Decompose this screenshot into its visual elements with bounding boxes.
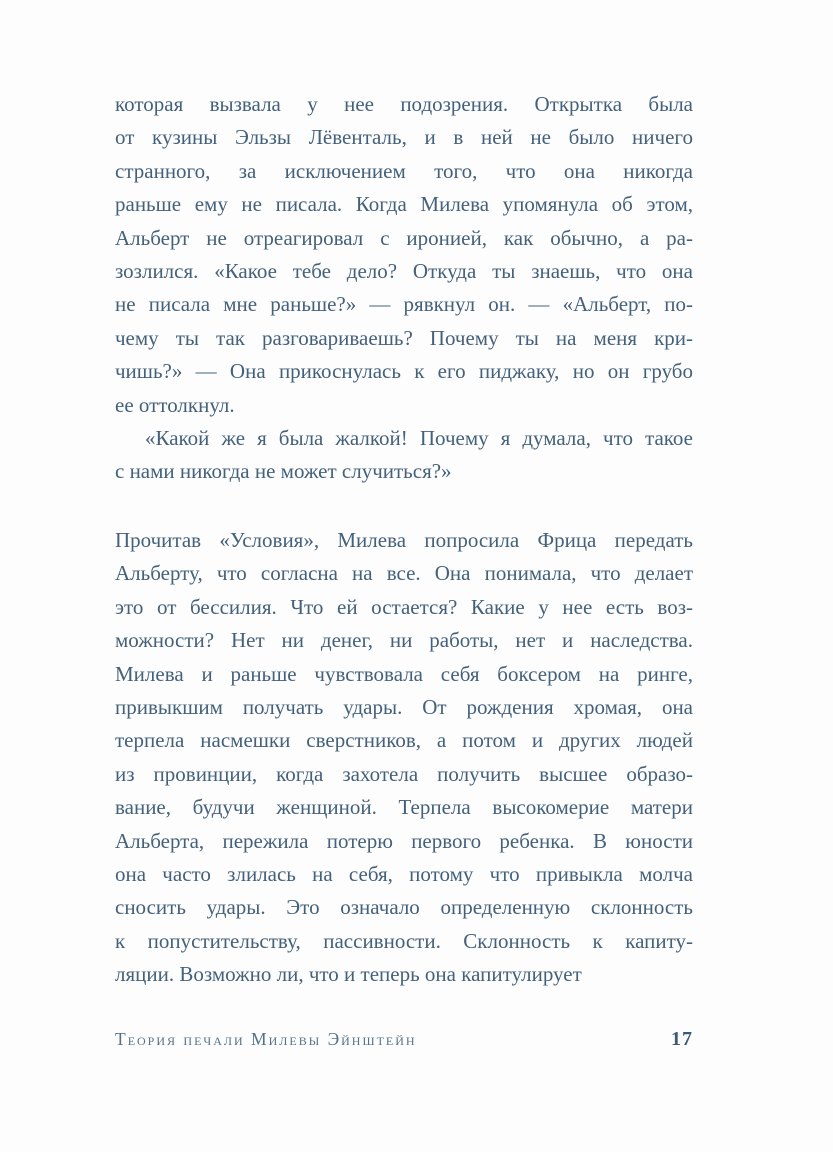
text-line: Альберта, пережила потерю первого ребенка. В юности [115,828,693,853]
page-text [115,88,693,992]
page-number: 17 [671,1028,693,1050]
text-line: Альберт не отреагировал с иронией, как обычно, а ра- [115,225,693,250]
text-line: чему ты так разговариваешь? Почему ты на меня кри- [115,325,693,350]
text-line: из провинции, когда захотела получить высшее образо- [115,761,693,786]
text-line: Альберту, что согласна на все. Она понимала, что делает [115,561,693,586]
text-line: ляции. Возможно ли, что и теперь она капитулирует [115,962,582,987]
text-line: ее оттолкнул. [115,392,235,417]
paragraph [115,422,693,489]
text-line: вание, будучи женщиной. Терпела высокомерие матери [115,795,693,820]
text-line: зозлился. «Какое тебе дело? Откуда ты знаешь, что она [115,259,693,284]
text-line: с нами никогда не может случиться?» [115,459,452,484]
paragraph [115,88,693,422]
text-line: терпела насмешки сверстников, а потом и других людей [115,728,693,753]
text-line: «Какой же я была жалкой! Почему я думала, что такое [145,426,693,451]
text-line: привыкшим получать удары. От рождения хромая, она [115,694,693,719]
text-line: она часто злилась на себя, потому что привыкла молча [115,861,693,886]
text-line: это от бессилия. Что ей остается? Какие у нее есть воз- [115,594,693,619]
text-line: чишь?» — Она прикоснулась к его пиджаку, но он грубо [115,359,693,384]
text-line: Прочитав «Условия», Милева попросила Фрица передать [115,527,693,552]
text-line: не писала мне раньше?» — рявкнул он. — «Альберт, по- [115,292,693,317]
text-line: которая вызвала у нее подозрения. Открытка была [115,92,693,116]
text-line: раньше ему не писала. Когда Милева упомянула об этом, [115,192,693,217]
text-line: можности? Нет ни денег, ни работы, нет и наследства. [115,628,693,653]
text-line: от кузины Эльзы Лёвенталь, и в ней не было ничего [115,125,693,150]
text-line: к попустительству, пассивности. Склонность к капиту- [115,928,693,953]
paragraph [115,524,693,992]
running-title: Теория печали Милевы Эйнштейн [115,1029,417,1049]
text-line: сносить удары. Это означало определенную склонность [115,895,693,920]
page-footer [115,1028,693,1051]
text-line: Милева и раньше чувствовала себя боксером на ринге, [115,661,693,686]
text-line: странного, за исключением того, что она никогда [115,158,693,183]
